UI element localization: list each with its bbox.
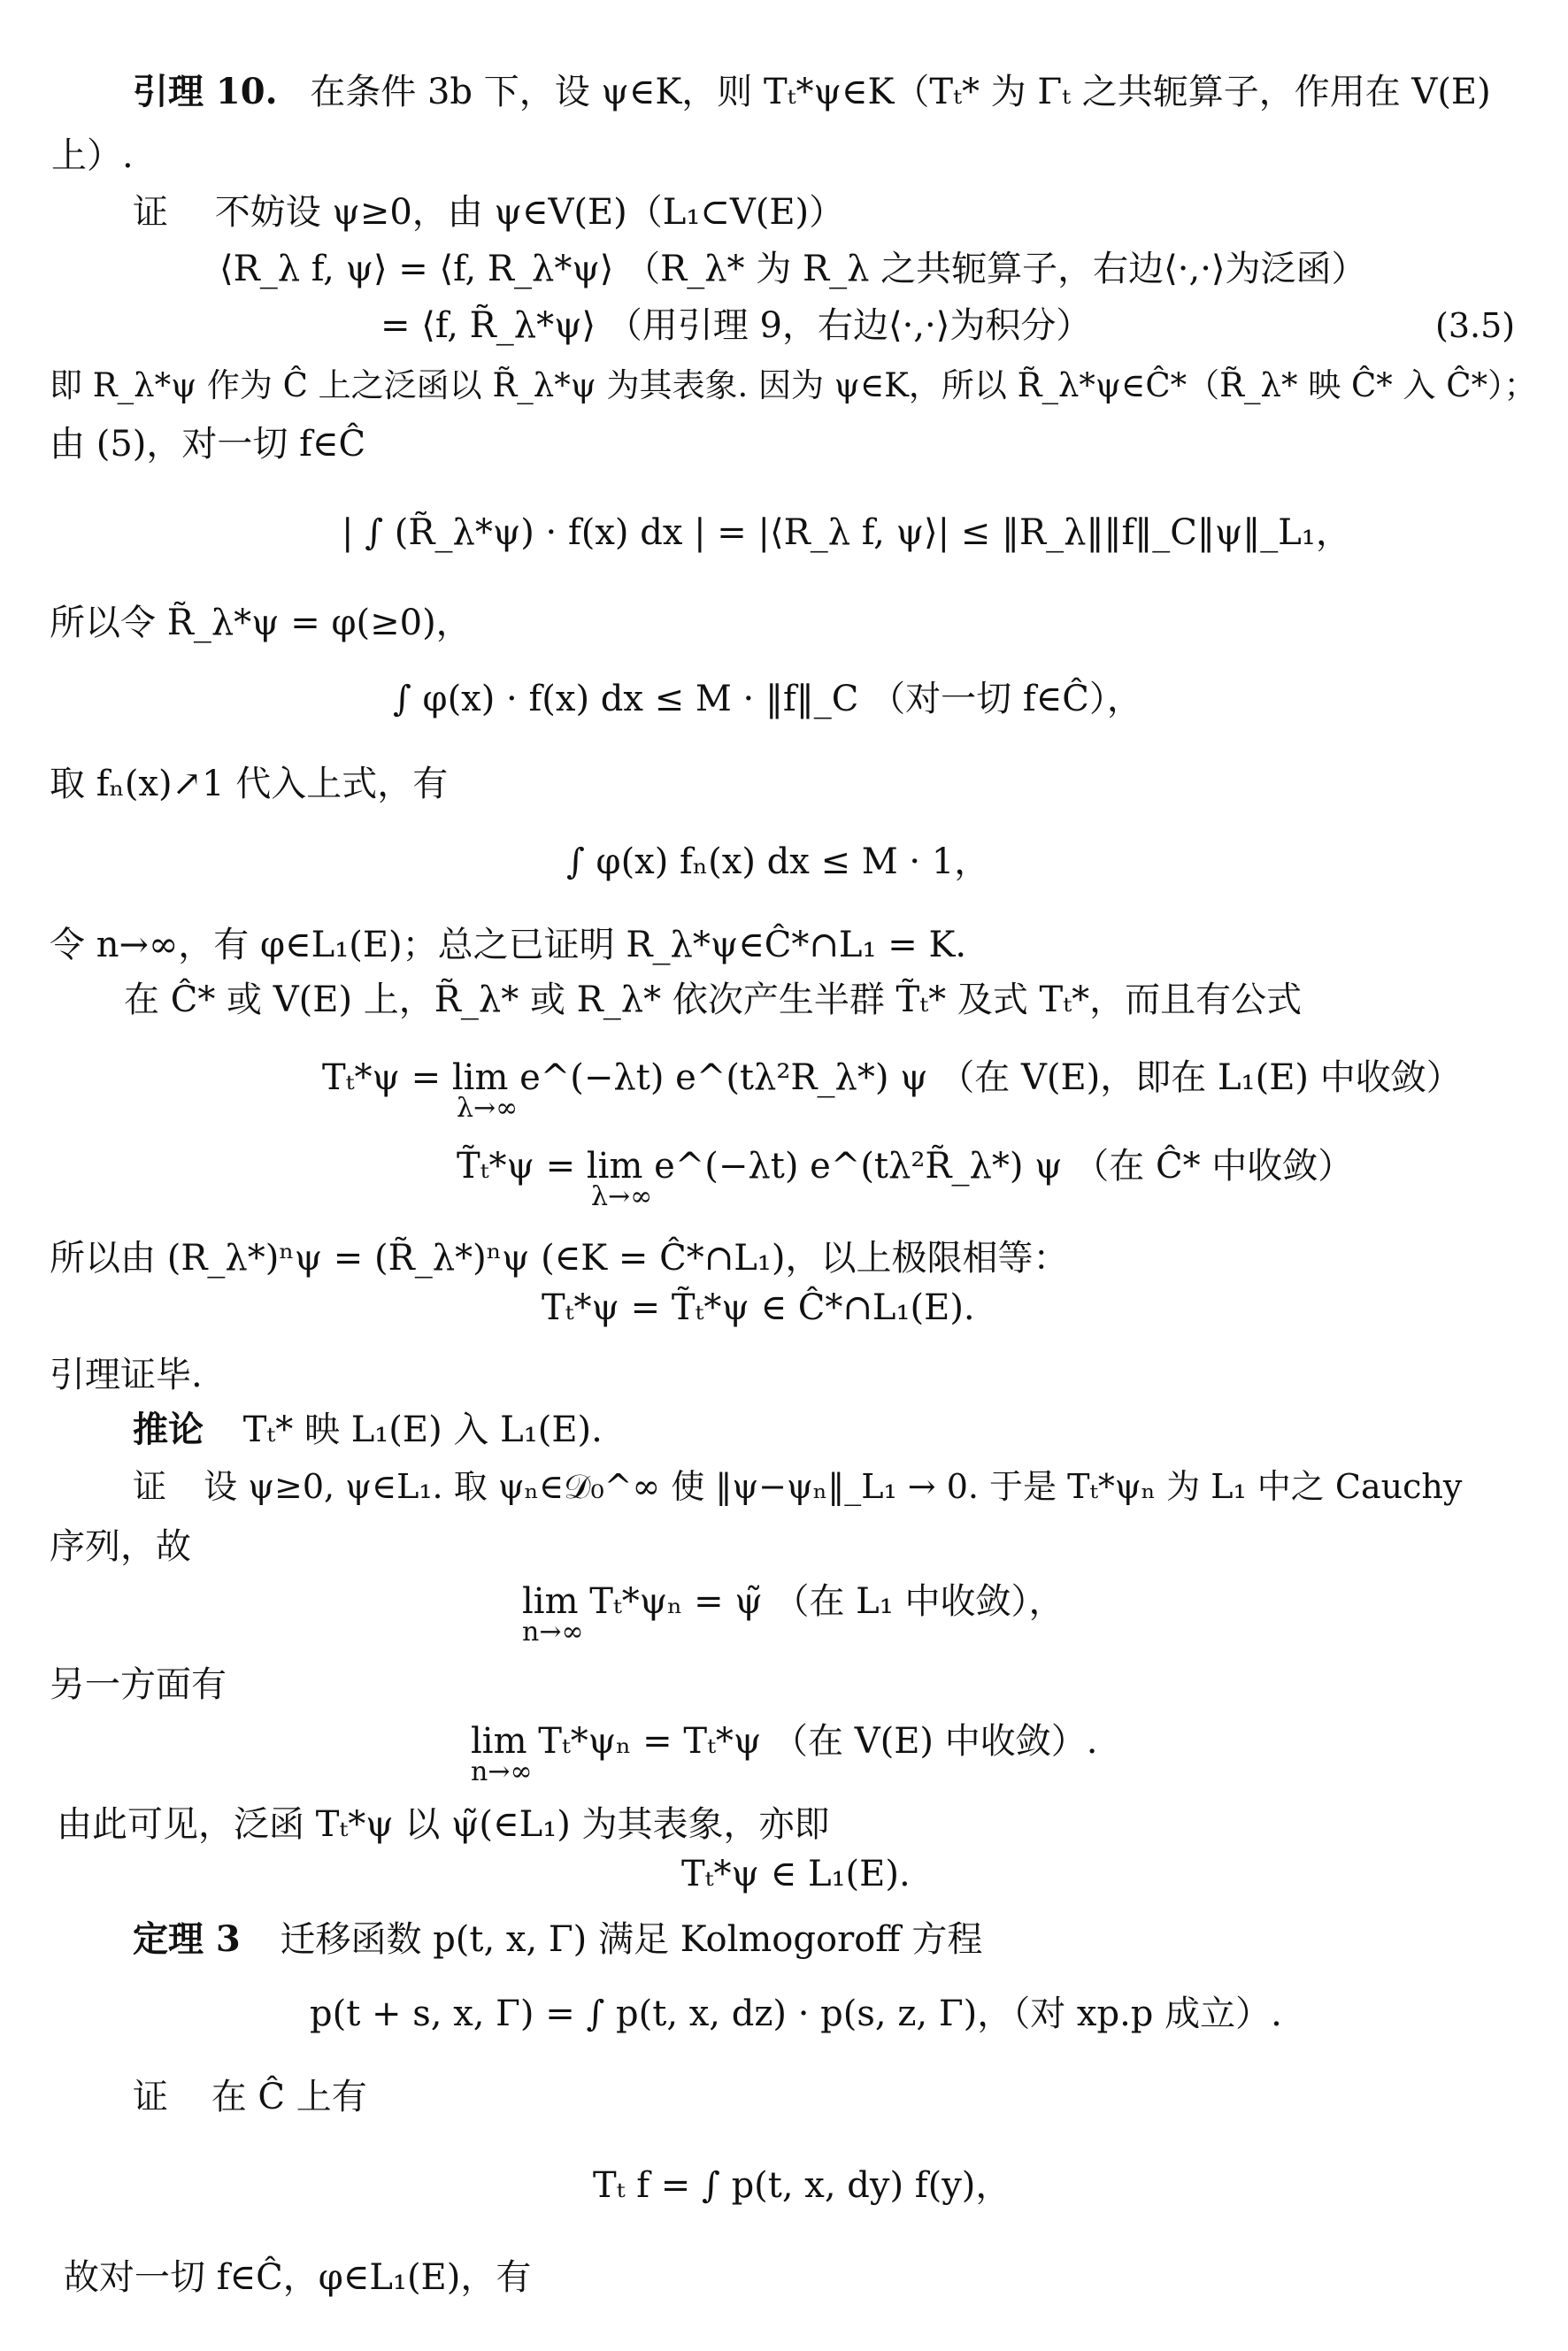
theorem3-line	[133, 1917, 982, 1963]
equation-3-5-b: = ⟨f, R̃_λ*ψ⟩ （用引理 9，右边⟨·,·⟩为积分）	[380, 305, 1092, 346]
proof-line5: 取 fₙ(x)↗1 代入上式，有	[50, 764, 449, 804]
corollary-line	[133, 1407, 603, 1453]
transition-operator-equation: Tₜ f = ∫ p(t, x, dy) f(y)，	[593, 2165, 1011, 2206]
equation-number: (3.5)	[1435, 306, 1516, 345]
equation-equality: Tₜ*ψ = T̃ₜ*ψ ∈ Ĉ*∩L₁(E).	[542, 1287, 975, 1328]
theorem3-proof-line1	[133, 2074, 367, 2120]
equation-phi-bound: ∫ φ(x) · f(x) dx ≤ M · ‖f‖_C （对一切 f∈Ĉ），	[393, 679, 1142, 719]
corollary-proof-text: 设 ψ≥0, ψ∈L₁. 取 ψₙ∈𝒟₀^∞ 使 ‖ψ−ψₙ‖_L₁ → 0. 于是 Tₜ*ψₙ 为 L₁ 中之 Cauchy	[204, 1467, 1463, 1506]
proof-text: 不妨设 ψ≥0，由 ψ∈V(E)（L₁⊂V(E)）	[214, 192, 845, 233]
equation-tilde-semigroup-limit: T̃ₜ*ψ = lim e^(−λt) e^(tλ²R̃_λ*) ψ （在 Ĉ* 中收敛）	[457, 1146, 1354, 1187]
proof-line4: 所以令 R̃_λ*ψ = φ(≥0)，	[50, 603, 472, 643]
theorem3-text: 迁移函数 p(t, x, Γ) 满足 Kolmogoroff 方程	[280, 1919, 983, 1960]
limit-subscript: n→∞	[522, 1617, 584, 1648]
lemma10-line2: 上）.	[51, 135, 134, 176]
theorem3-heading: 定理 3	[133, 1918, 241, 1960]
lemma10-heading: 引理 10.	[133, 71, 278, 112]
lemma10-text: 在条件 3b 下，设 ψ∈K，则 Tₜ*ψ∈K（Tₜ* 为 Γₜ 之共轭算子，作用在 V(E)	[310, 72, 1491, 112]
limit-subscript: n→∞	[471, 1756, 533, 1787]
equation-semigroup-limit: Tₜ*ψ = lim e^(−λt) e^(tλ²R_λ*) ψ （在 V(E)，即在 L₁(E) 中收敛）	[322, 1057, 1462, 1098]
corollary-text: Tₜ* 映 L₁(E) 入 L₁(E).	[242, 1410, 603, 1450]
lemma10-line1	[133, 69, 1491, 115]
equation-fn-bound: ∫ φ(x) fₙ(x) dx ≤ M · 1，	[566, 841, 990, 882]
proof-line3: 由 (5)，对一切 f∈Ĉ	[50, 424, 366, 465]
corollary-proof-line2: 序列，故	[50, 1526, 191, 1567]
equation-3-5-a: ⟨R_λ f, ψ⟩ = ⟨f, R_λ*ψ⟩ （R_λ* 为 R_λ 之共轭算子，右边⟨·,·⟩为泛函）	[219, 249, 1367, 289]
proof-end: 引理证毕.	[50, 1355, 203, 1395]
corollary-proof-line1	[133, 1464, 1462, 1510]
corollary-limit-ve: lim Tₜ*ψₙ = Tₜ*ψ （在 V(E) 中收敛）.	[471, 1721, 1098, 1762]
equation-abs-bound: | ∫ (R̃_λ*ψ) · f(x) dx | = |⟨R_λ f, ψ⟩| ≤ ‖R_λ‖‖f‖_C‖ψ‖_L₁，	[342, 512, 1351, 553]
proof-line8: 所以由 (R_λ*)ⁿψ = (R̃_λ*)ⁿψ (∈K = Ĉ*∩L₁)，以上极限相等：	[50, 1238, 1069, 1279]
proof-label: 证	[133, 192, 168, 233]
corollary-conclusion: Tₜ*ψ ∈ L₁(E).	[681, 1854, 911, 1894]
limit-subscript: λ→∞	[457, 1093, 519, 1124]
proof-line6: 令 n→∞，有 φ∈L₁(E)；总之已证明 R_λ*ψ∈Ĉ*∩L₁ = K.	[50, 925, 967, 965]
corollary-proof-line4: 由此可见，泛函 Tₜ*ψ 以 ψ̃(∈L₁) 为其表象，亦即	[57, 1804, 830, 1845]
corollary-proof-line3: 另一方面有	[50, 1664, 227, 1705]
theorem3-proof-label: 证	[133, 2077, 168, 2117]
kolmogoroff-equation: p(t + s, x, Γ) = ∫ p(t, x, dz) · p(s, z, Γ)，（对 xp.p 成立）.	[310, 1994, 1282, 2034]
proof-line2: 即 R_λ*ψ 作为 Ĉ 上之泛函以 R̃_λ*ψ 为其表象. 因为 ψ∈K，所以 R̃_λ*ψ∈Ĉ*（R̃_λ* 映 Ĉ* 入 Ĉ*）；	[50, 366, 1537, 404]
corollary-limit-l1: lim Tₜ*ψₙ = ψ̃ （在 L₁ 中收敛），	[522, 1581, 1065, 1622]
theorem3-proof-line2: 故对一切 f∈Ĉ，φ∈L₁(E)，有	[64, 2257, 532, 2298]
corollary-proof-label: 证	[133, 1467, 167, 1506]
theorem3-proof-text: 在 Ĉ 上有	[211, 2077, 367, 2117]
limit-subscript: λ→∞	[591, 1181, 653, 1212]
corollary-heading: 推论	[133, 1409, 204, 1450]
proof-line1	[133, 189, 844, 235]
proof-line7: 在 Ĉ* 或 V(E) 上，R̃_λ* 或 R_λ* 依次产生半群 T̃ₜ* 及式 Tₜ*，而且有公式	[124, 980, 1303, 1020]
